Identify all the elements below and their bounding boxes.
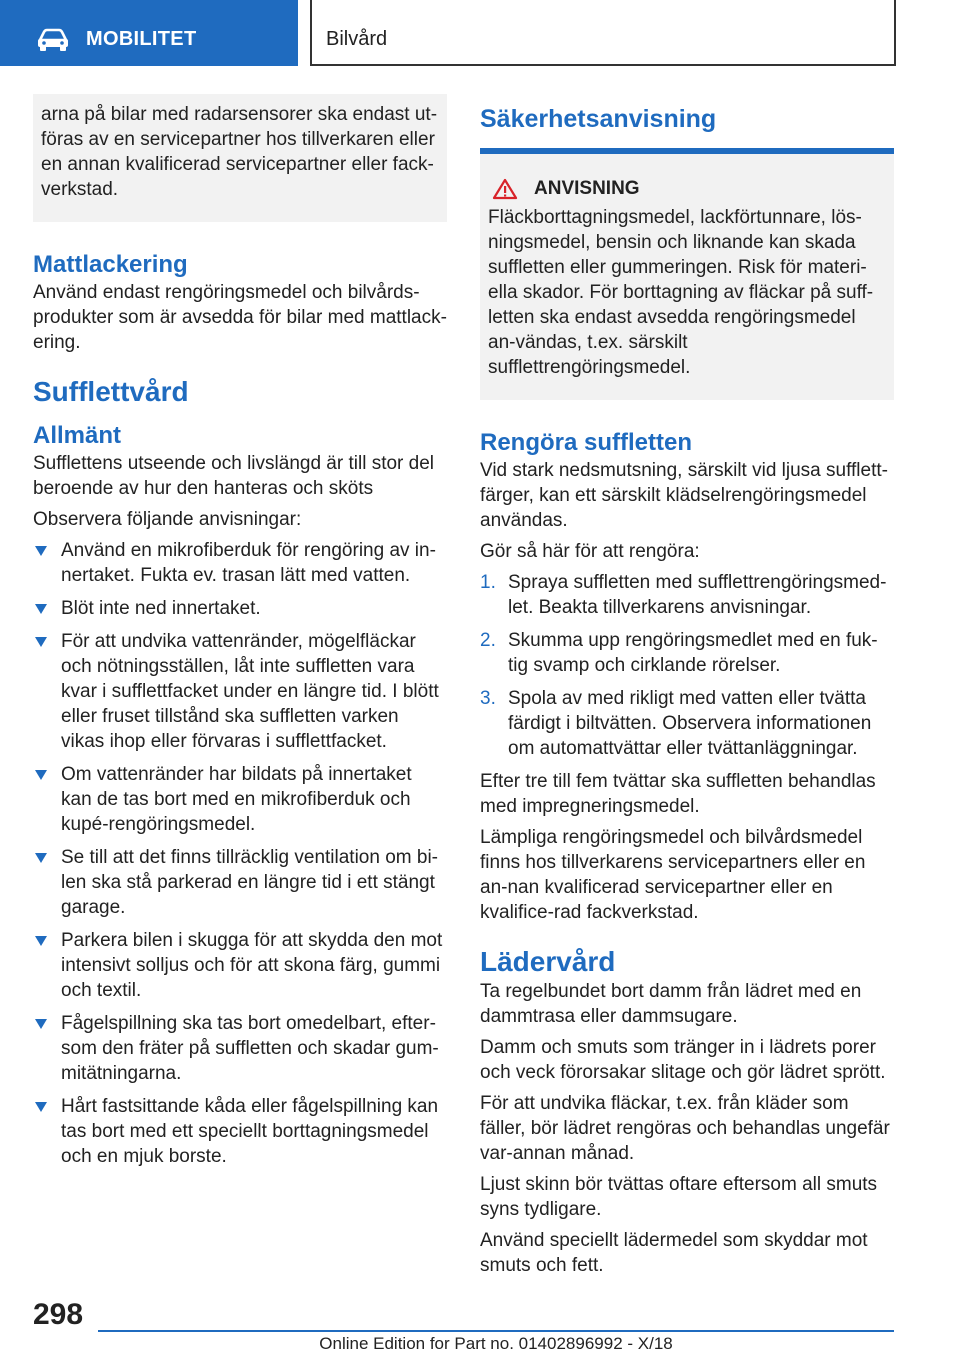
heading-allmant: Allmänt: [33, 422, 122, 449]
triangle-bullet-icon: [35, 637, 47, 647]
step-number: 2.: [480, 630, 496, 651]
instruction-list: [33, 538, 447, 1169]
triangle-bullet-icon: [35, 770, 47, 780]
chapter-tab-label: Bilvård: [326, 28, 388, 50]
section-tab-label: MOBILITET: [86, 28, 197, 50]
edition-text: Online Edition for Part no. 01402896992 - X/18: [319, 1334, 673, 1353]
chapter-tab-bilvard[interactable]: [310, 0, 896, 66]
triangle-bullet-icon: [35, 936, 47, 946]
after-text: Efter tre till fem tvättar ska suffletten behandlas med impregneringsmedel.: [480, 771, 876, 817]
car-icon: [36, 28, 70, 52]
list-item: Fågelspillning ska tas bort omedelbart, efter-som den fräter på suffletten och skadar gum-mitätningarna.: [33, 1011, 447, 1086]
heading-ladervard: Lädervård: [480, 946, 616, 977]
leather-text-1: Ta regelbundet bort damm från lädret med en dammtrasa eller dammsugare.: [480, 981, 862, 1027]
page-number: 298: [33, 1298, 84, 1331]
list-item: Parkera bilen i skugga för att skydda den mot intensivt solljus och för att skona färg, gummi och textil.: [33, 928, 447, 1003]
heading-sakerhetsanvisning: Säkerhetsanvisning: [480, 105, 717, 133]
list-item: Hårt fastsittande kåda eller fågelspillning kan tas bort med ett speciellt borttagningsmedel och en mjuk borste.: [33, 1094, 447, 1169]
note-box: [33, 94, 447, 222]
triangle-bullet-icon: [35, 853, 47, 863]
step-number: 1.: [480, 572, 496, 593]
triangle-bullet-icon: [35, 1019, 47, 1029]
leather-text-3: För att undvika fläckar, t.ex. från kläder som fäller, bör lädret rengöras och behandlas ungefär var-annan månad.: [480, 1093, 890, 1164]
matt-text: Använd endast rengöringsmedel och bilvårds-produkter som är avsedda för bilar med mattlack-ering.: [33, 282, 447, 353]
right-column: [480, 94, 894, 1278]
list-item: För att undvika vattenränder, mögelfläckar och nötningsställen, låt inte suffletten vara kvar i sufflettfacket under en längre tid. I blött eller fruset tillstånd ska suffletten varken vikas ihop eller förvaras i sufflettfacket.: [33, 629, 447, 754]
list-item: 3. Spola av med rikligt med vatten eller tvätta färdigt i biltvätten. Observera informationen om automattvättar eller tvättanläggningar.: [480, 688, 872, 759]
warning-header: [488, 176, 886, 201]
warning-triangle-icon: [492, 178, 518, 200]
heading-rengora-suffletten: Rengöra suffletten: [480, 429, 693, 456]
suitable-text: Lämpliga rengöringsmedel och bilvårdsmedel finns hos tillverkarens servicepartners eller en an-nan kvalificerad servicepartner eller en kvalifice-rad fackverkstad.: [480, 827, 866, 923]
warning-label: ANVISNING: [534, 178, 640, 199]
warning-text: Fläckborttagningsmedel, lackförtunnare, lös-ningsmedel, bensin och liknande kan skada suffletten eller gummeringen. Risk för materi-ella skador. För borttagning av fläckar på suff-letten ska endast avsedda rengöringsmedel an-vändas, t.ex. särskilt sufflettrengöringsmedel.: [488, 207, 874, 378]
howto-text: Gör så här för att rengöra:: [480, 541, 700, 562]
footer-rule: [98, 1330, 894, 1332]
left-column: [33, 94, 447, 1177]
allmant-text: Sufflettens utseende och livslängd är till stor del beroende av hur den hanteras och sköts: [33, 453, 434, 499]
list-item: 2. Skumma upp rengöringsmedlet med en fuk-tig svamp och cirklande rörelser.: [480, 630, 878, 676]
list-item: Om vattenränder har bildats på innertaket kan de tas bort med en mikrofiberduk och kupé-rengöringsmedel.: [33, 762, 447, 837]
triangle-bullet-icon: [35, 1102, 47, 1112]
step-number: 3.: [480, 688, 496, 709]
leather-text-5: Använd speciellt lädermedel som skyddar mot smuts och fett.: [480, 1230, 868, 1276]
list-item: Blöt inte ned innertaket.: [33, 596, 447, 621]
section-tab-mobilitet[interactable]: [0, 0, 298, 66]
leather-text-2: Damm och smuts som tränger in i lädrets porer och veck förorsakar slitage och gör lädret sprött.: [480, 1037, 886, 1083]
page-header: [0, 0, 960, 66]
warning-box: [480, 154, 894, 400]
note-text: arna på bilar med radarsensorer ska endast ut-föras av en servicepartner hos tillverkaren eller en annan kvalificerad servicepartner eller fack-verkstad.: [41, 104, 438, 200]
heading-mattlackering: Mattlackering: [33, 251, 188, 278]
list-item: Använd en mikrofiberduk för rengöring av in-nertaket. Fukta ev. trasan lätt med vatten.: [33, 538, 447, 588]
heading-sufflettvard: Sufflettvård: [33, 376, 189, 407]
triangle-bullet-icon: [35, 546, 47, 556]
step-list: [480, 570, 894, 761]
leather-text-4: Ljust skinn bör tvättas oftare eftersom all smuts syns tydligare.: [480, 1174, 878, 1220]
list-item: 1. Spraya suffletten med sufflettrengöringsmed-let. Beakta tillverkarens anvisningar.: [480, 572, 887, 618]
triangle-bullet-icon: [35, 604, 47, 614]
clean-text: Vid stark nedsmutsning, särskilt vid ljusa sufflett-färger, kan ett särskilt klädselrengöringsmedel användas.: [480, 460, 888, 531]
list-item: Se till att det finns tillräcklig ventilation om bi-len ska stå parkerad en längre tid i ett stängt garage.: [33, 845, 447, 920]
observe-text: Observera följande anvisningar:: [33, 509, 302, 530]
